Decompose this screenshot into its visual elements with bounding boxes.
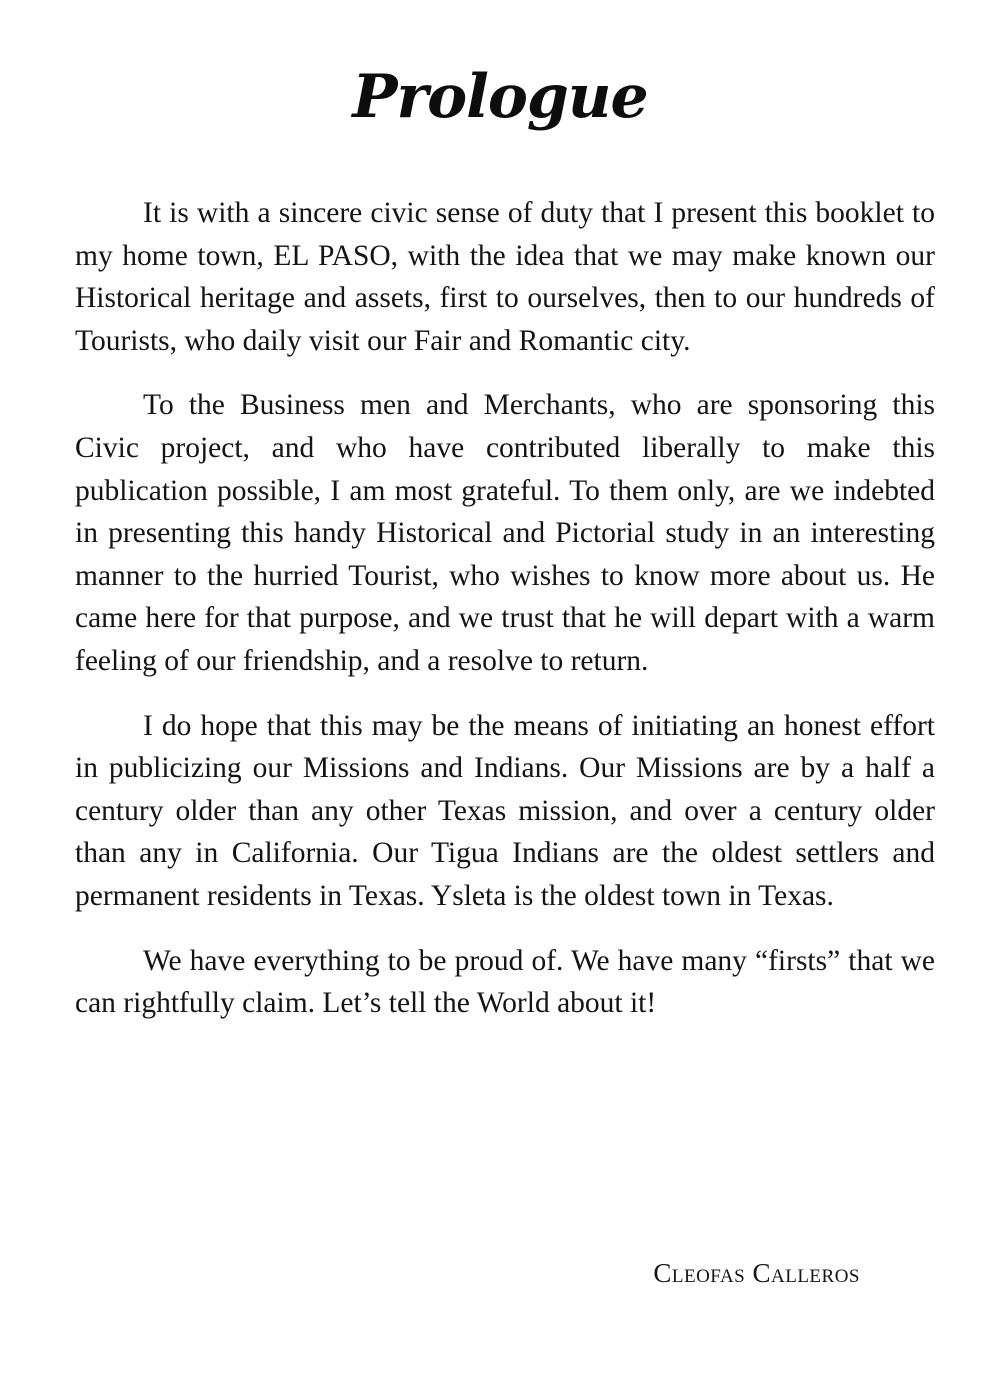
paragraph-3: I do hope that this may be the means of initiating an honest effort in publicizing our Missions and Indians. Our Missions are by a half a century older than any other Texas mission, and over a century older than any in California. Our Tigua Indians are the oldest settlers and permanent residents in Texas. Ysleta is the oldest town in Texas. [75, 709, 935, 912]
author-signature: Cleofas Calleros [653, 1258, 860, 1288]
paragraph-2: To the Business men and Merchants, who are sponsoring this Civic project, and who have contributed liberally to make this publication possible, I am most grateful. To them only, are we indebted in presenting this handy Historical and Pictorial study in an interesting manner to the hurried Tourist, who wishes to know more about us. He came here for that purpose, and we trust that he will depart with a warm feeling of our friendship, and a resolve to return. [75, 389, 935, 677]
prologue-body [75, 192, 935, 1047]
page-title: Prologue [352, 62, 648, 132]
paragraph-1: It is with a sincere civic sense of duty that I present this booklet to my home town, EL PASO, with the idea that we may make known our Historical heritage and assets, first to ourselves, then to our hundreds of Tourists, who daily visit our Fair and Romantic city. [75, 197, 935, 357]
paragraph-4: We have everything to be proud of. We have many “firsts” that we can rightfully claim. Let’s tell the World about it! [75, 944, 935, 1020]
